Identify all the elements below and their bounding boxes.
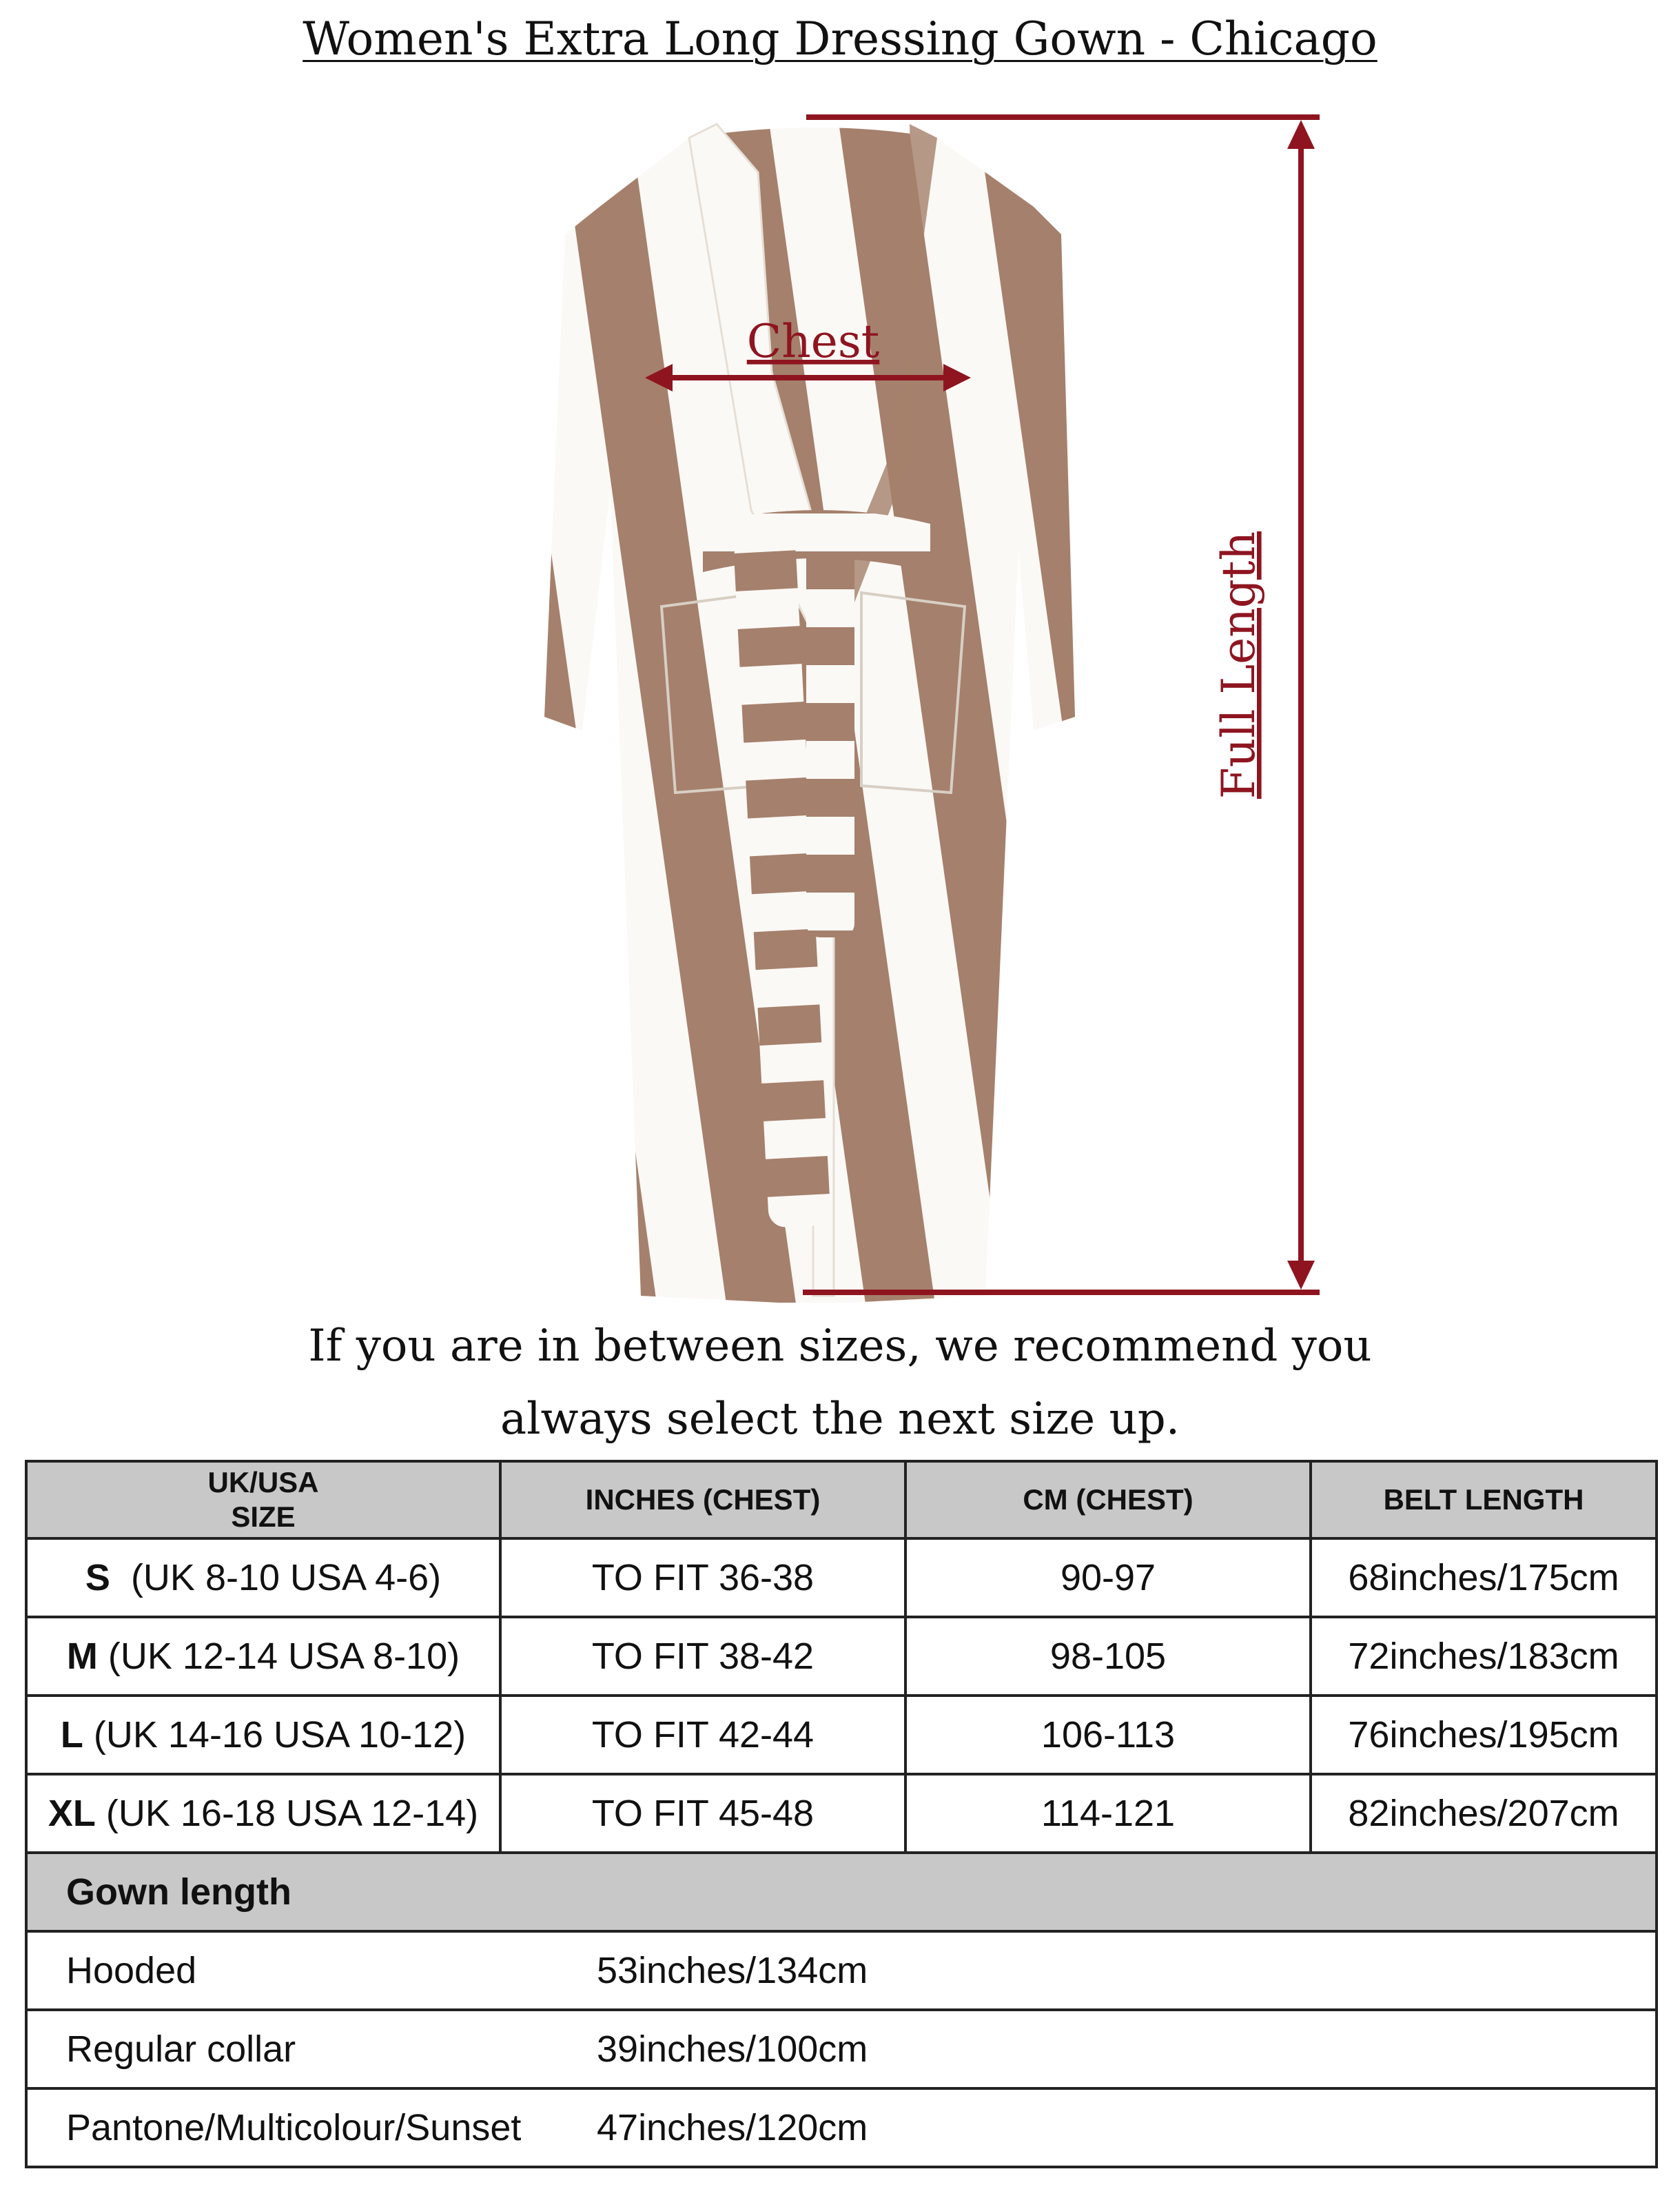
cm-cell: 114-121	[905, 1774, 1311, 1853]
table-row	[26, 1696, 1657, 1774]
size-detail: (UK 8-10 USA 4-6)	[130, 1557, 442, 1598]
cm-cell: 106-113	[905, 1696, 1311, 1774]
size-cell	[26, 1696, 500, 1774]
gown-length-heading: Gown length	[26, 1853, 1657, 1931]
size-code: M	[66, 1636, 98, 1677]
gown-length-heading-row	[26, 1853, 1657, 1931]
header-size	[26, 1461, 500, 1538]
gown-length-cell	[26, 2010, 1657, 2088]
table-row	[26, 2088, 1657, 2167]
dressing-gown-image	[544, 124, 1075, 1303]
size-detail: (UK 12-14 USA 8-10)	[107, 1636, 460, 1677]
cm-cell: 98-105	[905, 1617, 1311, 1696]
size-cell	[26, 1774, 500, 1853]
size-code: XL	[48, 1793, 96, 1834]
table-row	[26, 1617, 1657, 1696]
table-row	[26, 1931, 1657, 2010]
belt-cell: 72inches/183cm	[1311, 1617, 1657, 1696]
page-title: Women's Extra Long Dressing Gown - Chicago	[303, 12, 1377, 65]
size-detail: (UK 14-16 USA 10-12)	[93, 1714, 467, 1756]
full-length-label: Full Length	[1212, 531, 1265, 800]
header-cm: CM (CHEST)	[905, 1461, 1311, 1538]
header-belt: BELT LENGTH	[1311, 1461, 1657, 1538]
inches-cell: TO FIT 36-38	[500, 1538, 905, 1617]
size-chart-header-row	[26, 1461, 1657, 1538]
inches-cell: TO FIT 38-42	[500, 1617, 905, 1696]
gown-type: Hooded	[66, 1950, 197, 1991]
size-cell	[26, 1617, 500, 1696]
size-chart-table	[25, 1460, 1658, 2168]
chest-label: Chest	[746, 315, 880, 368]
belt-cell: 76inches/195cm	[1311, 1696, 1657, 1774]
sizing-advice-line2: always select the next size up.	[500, 1394, 1180, 1445]
size-code: S	[85, 1557, 110, 1598]
inches-cell: TO FIT 45-48	[500, 1774, 905, 1853]
header-inches: INCHES (CHEST)	[500, 1461, 905, 1538]
size-code: L	[60, 1714, 83, 1756]
header-size-line1: UK/USA	[207, 1466, 319, 1498]
gown-type: Regular collar	[66, 2028, 296, 2070]
gown-length-cell	[26, 2088, 1657, 2167]
sizing-advice-line1: If you are in between sizes, we recommend you	[308, 1321, 1372, 1372]
gown-type: Pantone/Multicolour/Sunset	[66, 2107, 522, 2148]
size-cell	[26, 1538, 500, 1617]
header-size-line2: SIZE	[231, 1500, 296, 1533]
cm-cell: 90-97	[905, 1538, 1311, 1617]
gown-length-cell	[26, 1931, 1657, 2010]
inches-cell: TO FIT 42-44	[500, 1696, 905, 1774]
gown-length-value: 39inches/100cm	[597, 2028, 868, 2070]
gown-length-value: 53inches/134cm	[597, 1950, 868, 1991]
table-row	[26, 1774, 1657, 1853]
size-detail: (UK 16-18 USA 12-14)	[105, 1793, 479, 1834]
belt-cell: 82inches/207cm	[1311, 1774, 1657, 1853]
gown-length-value: 47inches/120cm	[597, 2107, 868, 2148]
table-row	[26, 2010, 1657, 2088]
gown-illustration	[0, 96, 1680, 1310]
belt-cell: 68inches/175cm	[1311, 1538, 1657, 1617]
table-row	[26, 1538, 1657, 1617]
